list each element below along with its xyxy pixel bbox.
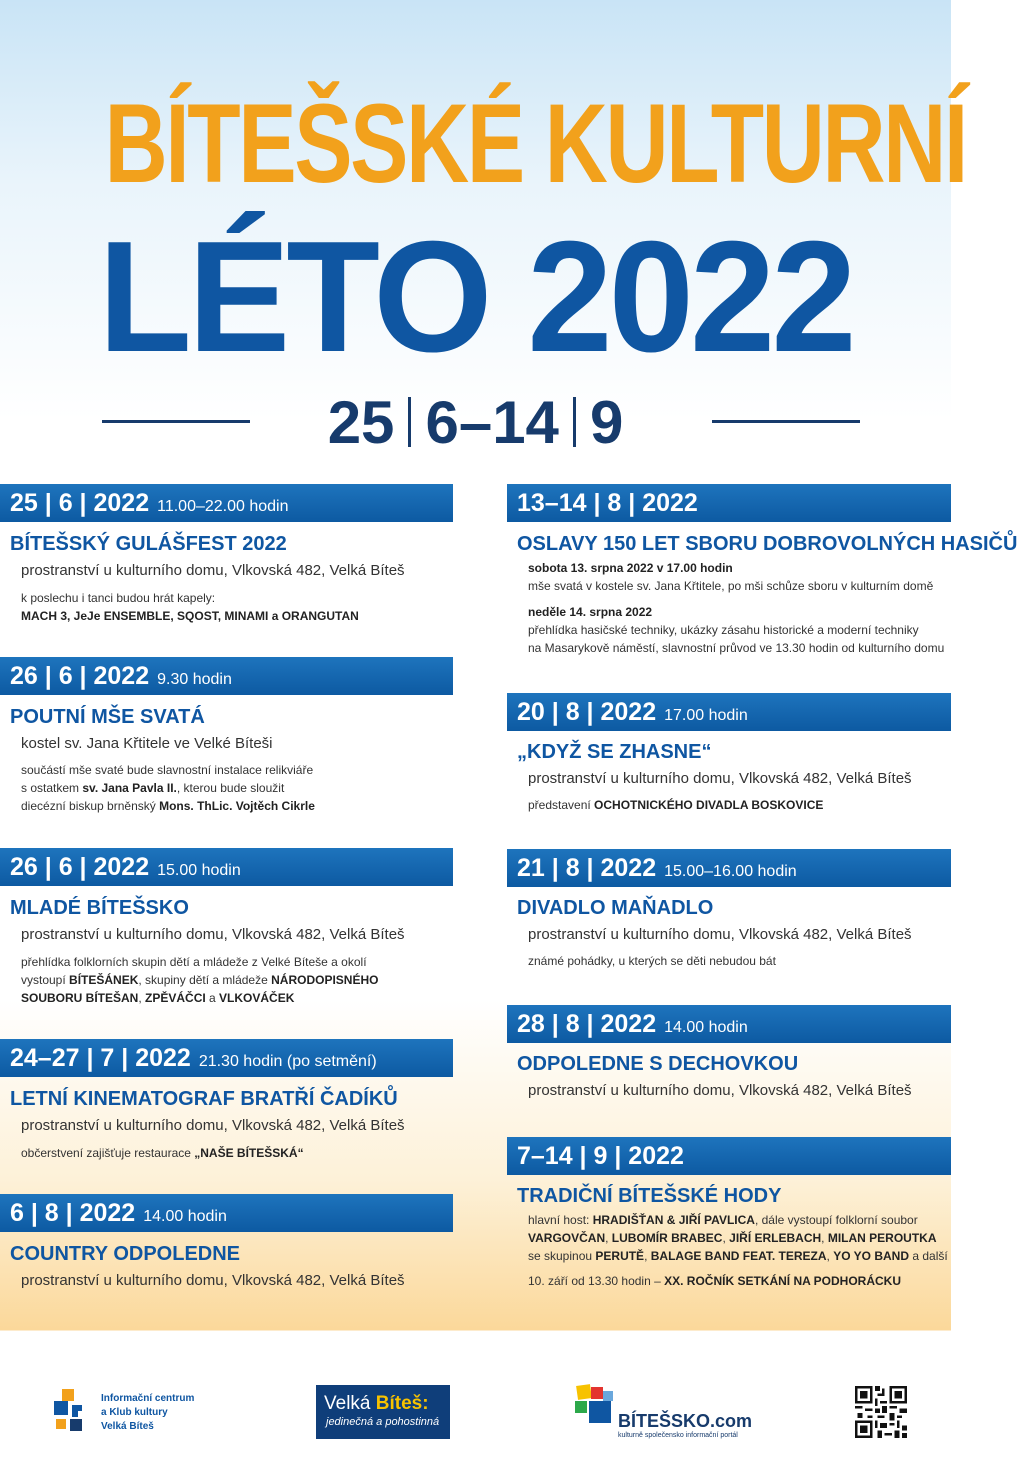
event-note: na Masarykově náměstí, slavnostní průvod ve 13.30 hodin od kulturního domu (528, 641, 945, 655)
event-note: představení OCHOTNICKÉHO DIVADLA BOSKOVICE (528, 798, 824, 812)
info-centre-logo-text: Informační centrum a Klub kultury Velká Bíteš (101, 1393, 195, 1432)
range-start-day: 25 (327, 389, 395, 456)
event-mlade-bitessko (0, 848, 455, 1028)
event-date: 26 | 6 | 2022 9.30 hodin (10, 662, 232, 690)
event-place: prostranství u kulturního domu, Vlkovská 482, Velká Bíteš (528, 926, 912, 943)
event-title: BÍTEŠSKÝ GULÁŠFEST 2022 (10, 533, 287, 555)
event-note: hlavní host: HRADIŠŤAN & JIŘÍ PAVLICA, dále vystoupí folklorní soubor (528, 1213, 918, 1227)
event-time: 14.00 hodin (664, 1019, 748, 1036)
event-country (0, 1194, 455, 1304)
bitessko-logo-icon (573, 1383, 617, 1427)
event-date-bar (0, 484, 453, 522)
event-gulasfest (0, 484, 455, 644)
event-kinematograf (0, 1039, 455, 1179)
event-place: prostranství u kulturního domu, Vlkovská 482, Velká Bíteš (21, 1272, 405, 1289)
bitessko-logo-text: BÍTEŠSKO.com (618, 1411, 753, 1431)
event-note: diecézní biskup brněnský Mons. ThLic. Vojtěch Cikrle (21, 799, 315, 813)
pipe-divider (408, 397, 411, 447)
event-title: MLADÉ BÍTEŠSKO (10, 897, 189, 919)
event-date: 13–14 | 8 | 2022 (517, 489, 698, 517)
range-dash: – (458, 389, 493, 456)
event-time: 15.00–16.00 hodin (664, 863, 797, 880)
event-note: SOUBORU BÍTEŠAN, ZPĚVÁČCI a VLKOVÁČEK (21, 991, 295, 1005)
event-title: LETNÍ KINEMATOGRAF BRATŘÍ ČADÍKŮ (10, 1088, 398, 1110)
event-place: prostranství u kulturního domu, Vlkovská 482, Velká Bíteš (21, 926, 405, 943)
event-place: prostranství u kulturního domu, Vlkovská 482, Velká Bíteš (528, 1082, 912, 1099)
range-end-month: 9 (589, 389, 624, 456)
event-note: občerstvení zajišťuje restaurace „NAŠE BÍTEŠSKÁ“ (21, 1146, 304, 1160)
title-line-1: BÍTEŠSKÉ KULTURNÍ (104, 81, 966, 206)
event-note: přehlídka folklorních skupin dětí a mládeže z Velké Bíteše a okolí (21, 955, 367, 969)
event-date-bar (0, 657, 453, 695)
event-date-bar (507, 849, 951, 887)
event-bitesske-hody (507, 1137, 951, 1307)
event-date-bar (507, 1137, 951, 1175)
event-date-bar (0, 848, 453, 886)
event-date-bar (507, 693, 951, 731)
range-end-day: 14 (492, 389, 559, 456)
event-time: 11.00–22.00 hodin (157, 498, 289, 515)
event-note: sobota 13. srpna 2022 v 17.00 hodin (528, 561, 733, 575)
bitessko-logo-subtitle: kulturně společensko informační portál (618, 1432, 738, 1439)
event-time: 17.00 hodin (664, 707, 748, 724)
event-place: kostel sv. Jana Křtitele ve Velké Bíteši (21, 735, 273, 752)
event-title: ODPOLEDNE S DECHOVKOU (517, 1053, 799, 1075)
event-note: přehlídka hasičské techniky, ukázky zásahu historické a moderní techniky (528, 623, 919, 637)
event-place: prostranství u kulturního domu, Vlkovská 482, Velká Bíteš (528, 770, 912, 787)
event-note: k poslechu i tanci budou hrát kapely: (21, 591, 216, 605)
title-line-2: LÉTO 2022 (98, 209, 853, 385)
velka-bites-logo-slogan: jedinečná a pohostinná (326, 1416, 440, 1428)
event-time: 9.30 hodin (157, 671, 232, 688)
event-title: POUTNÍ MŠE SVATÁ (10, 706, 205, 728)
event-note: neděle 14. srpna 2022 (528, 605, 653, 619)
event-date-bar (507, 484, 951, 522)
event-date-bar (0, 1194, 453, 1232)
event-date: 21 | 8 | 2022 15.00–16.00 hodin (517, 854, 797, 882)
event-date: 24–27 | 7 | 2022 21.30 hodin (po setmění) (10, 1044, 377, 1072)
event-kdyz-se-zhasne (507, 693, 951, 833)
range-start-month: 6 (425, 389, 459, 456)
event-title: „KDYŽ SE ZHASNE“ (517, 741, 712, 763)
event-note: se skupinou PERUTĚ, BALAGE BAND FEAT. TEREZA, YO YO BAND a další (528, 1249, 948, 1263)
event-place: prostranství u kulturního domu, Vlkovská 482, Velká Bíteš (21, 1117, 405, 1134)
event-note: MACH 3, JeJe ENSEMBLE, SQOST, MINAMI a ORANGUTAN (21, 609, 359, 623)
event-title: TRADIČNÍ BÍTEŠSKÉ HODY (517, 1185, 782, 1207)
event-note: součástí mše svaté bude slavnostní instalace relikviáře (21, 763, 314, 777)
event-note: mše svatá v kostele sv. Jana Křtitele, po mši schůze sboru v kulturním domě (528, 579, 934, 593)
event-note: s ostatkem sv. Jana Pavla II., kterou bude sloužit (21, 781, 285, 795)
event-title: COUNTRY ODPOLEDNE (10, 1243, 241, 1265)
event-time: 21.30 hodin (po setmění) (198, 1053, 377, 1070)
event-date: 20 | 8 | 2022 17.00 hodin (517, 698, 748, 726)
event-date-bar (0, 1039, 453, 1077)
event-title: DIVADLO MAŇADLO (517, 897, 714, 919)
qr-code-icon[interactable] (855, 1386, 907, 1438)
event-date: 28 | 8 | 2022 14.00 hodin (517, 1010, 748, 1038)
event-note: VARGOVČAN, LUBOMÍR BRABEC, JIŘÍ ERLEBACH, MILAN PEROUTKA (528, 1231, 937, 1245)
event-note: vystoupí BÍTEŠÁNEK, skupiny dětí a mládeže NÁRODOPISNÉHO (21, 973, 379, 987)
velka-bites-logo (316, 1385, 450, 1439)
event-date: 25 | 6 | 2022 11.00–22.00 hodin (10, 489, 289, 517)
event-title: OSLAVY 150 LET SBORU DOBROVOLNÝCH HASIČŮ (517, 533, 1017, 555)
event-hasici (507, 484, 1017, 674)
event-date: 6 | 8 | 2022 14.00 hodin (10, 1199, 227, 1227)
pipe-divider (573, 397, 576, 447)
event-time: 15.00 hodin (157, 862, 241, 879)
festival-date-range (0, 390, 951, 456)
event-note: známé pohádky, u kterých se děti nebudou bát (528, 954, 776, 968)
event-date-bar (507, 1005, 951, 1043)
event-time: 14.00 hodin (143, 1208, 227, 1225)
event-divadlo-manadlo (507, 849, 951, 989)
event-note: 10. září od 13.30 hodin – XX. ROČNÍK SETKÁNÍ NA PODHORÁCKU (528, 1274, 902, 1288)
event-dechovka (507, 1005, 951, 1115)
event-date: 7–14 | 9 | 2022 (517, 1142, 684, 1170)
event-date: 26 | 6 | 2022 15.00 hodin (10, 853, 241, 881)
velka-bites-logo-title: Velká Bíteš: (324, 1393, 429, 1414)
event-place: prostranství u kulturního domu, Vlkovská 482, Velká Bíteš (21, 562, 405, 579)
event-poutni-mse (0, 657, 455, 837)
